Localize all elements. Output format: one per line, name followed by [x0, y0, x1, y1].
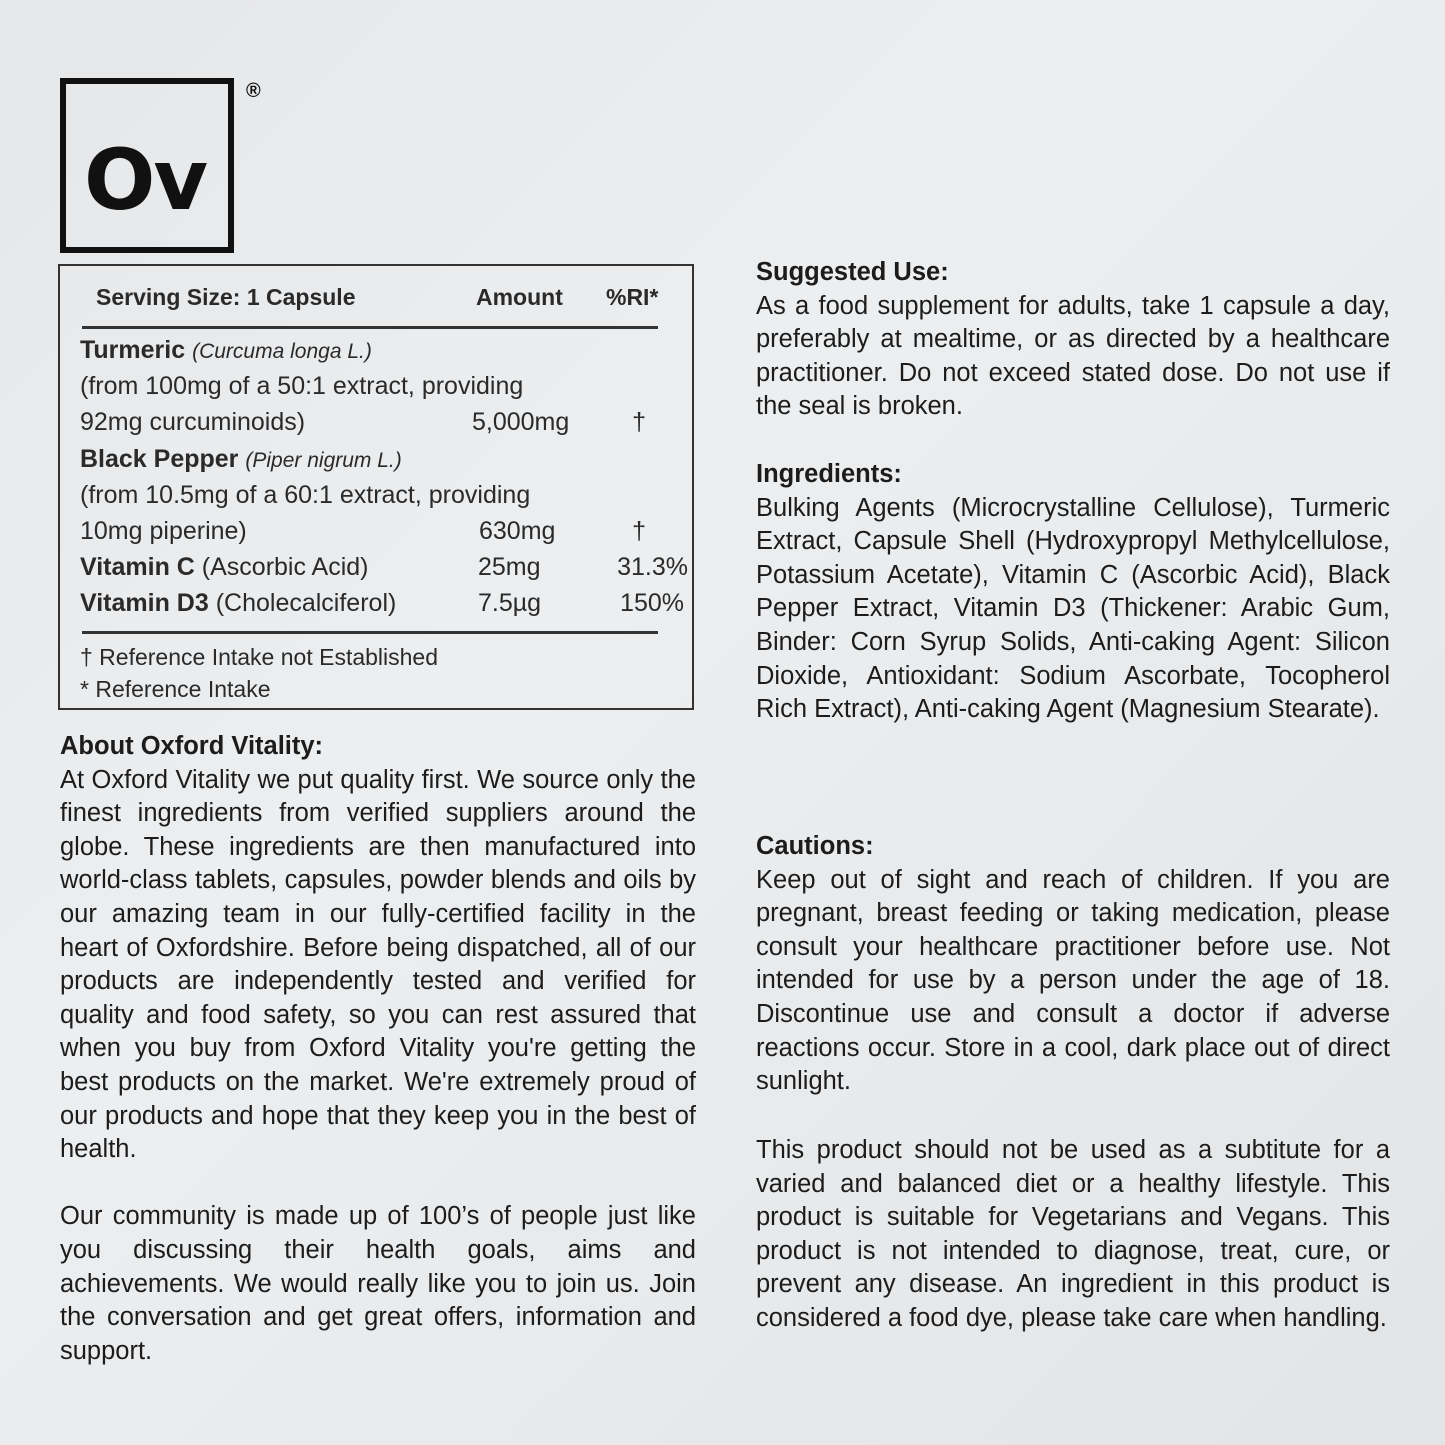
- cautions-text: Keep out of sight and reach of children. If you are pregnant, breast feeding or taking medication, please consult your healthcare practitioner before use. Not intended for use by a person under the age of 18. Discontinue use and consult a doctor if adverse reactions occur. Store in a cool, dark place out of direct sunlight.: [756, 865, 1390, 1096]
- suggested-use-section: [756, 256, 1390, 424]
- vitamin-c-ri: 31.3%: [617, 553, 688, 581]
- turmeric-ri: †: [632, 408, 646, 436]
- vitamin-d3-row: [80, 589, 684, 625]
- vitamin-d3-amount: 7.5µg: [478, 589, 542, 617]
- black-pepper-name-row: [80, 445, 680, 481]
- turmeric-extract-text: (from 100mg of a 50:1 extract, providing: [80, 372, 524, 400]
- serving-size-label: Serving Size: 1 Capsule: [96, 284, 356, 310]
- vitamin-c-name: Vitamin C: [80, 553, 195, 581]
- about-section: [60, 730, 696, 1368]
- black-pepper-amount: 630mg: [479, 517, 556, 545]
- turmeric-latin: (Curcuma longa L.): [192, 340, 372, 363]
- cautions-heading: Cautions:: [756, 832, 874, 860]
- ingredients-text: Bulking Agents (Microcrystalline Cellulose), Turmeric Extract, Capsule Shell (Hydroxypropyl Methylcellulose, Potassium Acetate), Vitamin C (Ascorbic Acid), Black Pepper Extract, Vitamin D3 (Thickener: Arabic Gum, Binder: Corn Syrup Solids, Anti-caking Agent: Silicon Dioxide, Antioxidant: Sodium Ascorbate, Tocopherol Rich Extract), Anti-caking Agent (Magnesium Stearate).: [756, 493, 1390, 724]
- turmeric-amount: 5,000mg: [472, 408, 570, 436]
- vitamin-d3-ri: 150%: [620, 589, 684, 617]
- black-pepper-ri: †: [632, 517, 646, 545]
- footer-divider: [82, 631, 658, 634]
- brand-logo: [60, 78, 234, 253]
- turmeric-amount-row: [80, 408, 680, 444]
- supplement-facts-panel: [58, 264, 694, 710]
- about-heading: About Oxford Vitality:: [60, 732, 324, 760]
- black-pepper-extract-text: (from 10.5mg of a 60:1 extract, providing: [80, 481, 531, 509]
- vitamin-c-detail: (Ascorbic Acid): [201, 553, 369, 581]
- suggested-use-heading: Suggested Use:: [756, 258, 949, 286]
- header-divider: [82, 326, 658, 329]
- disclaimer-section: [756, 1134, 1390, 1336]
- footnote-star: * Reference Intake: [80, 676, 271, 702]
- turmeric-curcuminoids-text: 92mg curcuminoids): [80, 408, 306, 436]
- logo-text: Ov: [84, 131, 207, 229]
- registered-mark: ®: [246, 80, 261, 102]
- cautions-section: [756, 830, 1390, 1099]
- black-pepper-name: Black Pepper: [80, 445, 239, 473]
- turmeric-extract-row: [80, 372, 680, 408]
- black-pepper-amount-row: [80, 517, 680, 553]
- footnote-dagger: † Reference Intake not Established: [80, 644, 439, 670]
- vitamin-c-amount: 25mg: [478, 553, 541, 581]
- vitamin-d3-name: Vitamin D3: [80, 589, 209, 617]
- vitamin-c-row: [80, 553, 688, 589]
- ingredients-section: [756, 458, 1390, 727]
- black-pepper-extract-row: [80, 481, 680, 517]
- amount-column-header: Amount: [476, 284, 563, 310]
- ri-column-header: %RI*: [606, 284, 659, 310]
- suggested-use-text: As a food supplement for adults, take 1 capsule a day, preferably at mealtime, or as directed by a healthcare practitioner. Do not exceed stated dose. Do not use if the seal is broken.: [756, 291, 1390, 421]
- about-paragraph-1: At Oxford Vitality we put quality first. We source only the finest ingredients from verified suppliers around the globe. These ingredients are then manufactured into world-class tablets, capsules, powder blends and oils by our amazing team in our fully-certified facility in the heart of Oxfordshire. Before being dispatched, all of our products are independently tested and verified for quality and food safety, so you can rest assured that when you buy from Oxford Vitality you're getting the best products on the market. We're extremely proud of our products and hope that they keep you in the best of health.: [60, 765, 696, 1164]
- black-pepper-latin: (Piper nigrum L.): [245, 449, 402, 472]
- ingredients-heading: Ingredients:: [756, 460, 902, 488]
- about-paragraph-2: Our community is made up of 100’s of people just like you discussing their health goals, aims and achievements. We would really like you to join us. Join the conversation and get great offers, information and support.: [60, 1202, 696, 1365]
- black-pepper-piperine-text: 10mg piperine): [80, 517, 247, 545]
- vitamin-d3-detail: (Cholecalciferol): [215, 589, 397, 617]
- turmeric-name: Turmeric: [80, 336, 186, 364]
- disclaimer-text: This product should not be used as a subtitute for a varied and balanced diet or a healthy lifestyle. This product is suitable for Vegetarians and Vegans. This product is not intended to diagnose, treat, cure, or prevent any disease. An ingredient in this product is considered a food dye, please take care when handling.: [756, 1136, 1390, 1332]
- turmeric-name-row: [80, 336, 680, 372]
